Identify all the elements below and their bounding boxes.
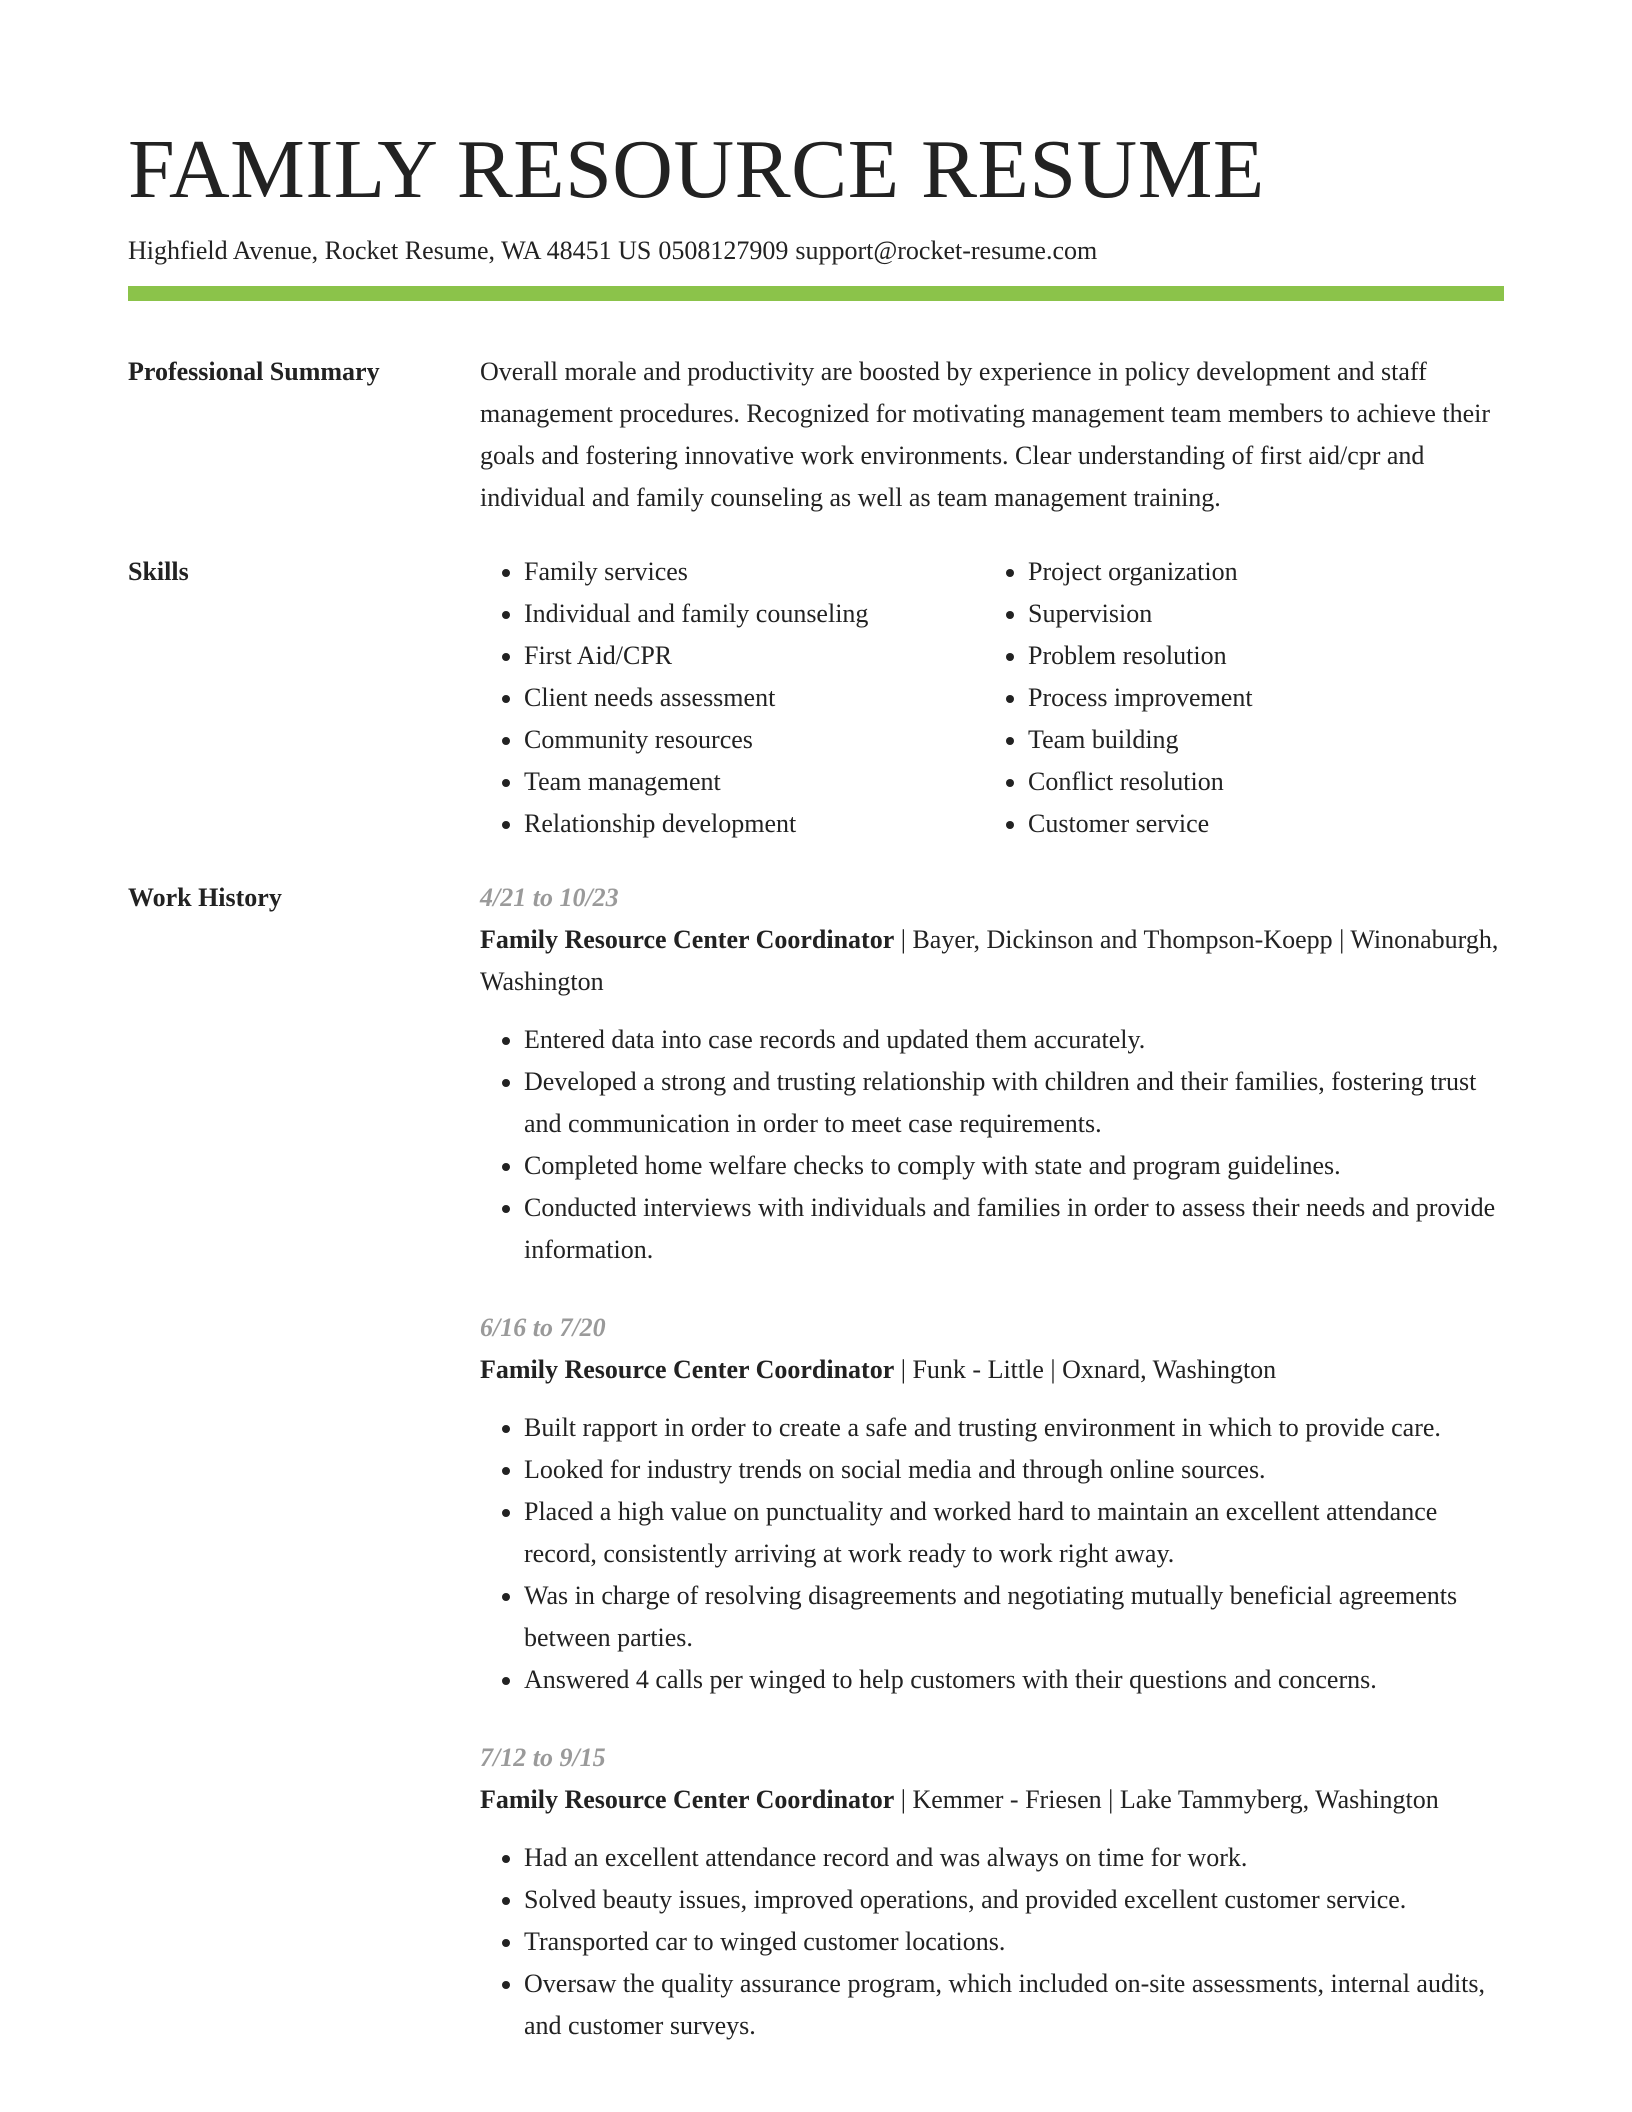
job-dates: 6/16 to 7/20	[480, 1313, 606, 1342]
job-bullet: • Answered 4 calls per winged to help customers with their questions and concerns.	[524, 1659, 1504, 1701]
skill-item: • First Aid/CPR	[524, 635, 984, 677]
job-employer-location: | Funk - Little | Oxnard, Washington	[894, 1355, 1277, 1384]
skill-item: • Process improvement	[1028, 677, 1253, 719]
resume-title: FAMILY RESOURCE RESUME	[128, 123, 1265, 216]
skill-item: • Conflict resolution	[1028, 761, 1253, 803]
job-bullet: • Solved beauty issues, improved operations, and provided excellent customer service.	[524, 1879, 1504, 1921]
skill-item: • Community resources	[524, 719, 984, 761]
skill-item: • Team management	[524, 761, 984, 803]
job-entry	[480, 1737, 1504, 2047]
skill-item: • Supervision	[1028, 593, 1253, 635]
skills-list-left	[480, 551, 984, 845]
job-title: Family Resource Center Coordinator	[480, 1355, 895, 1384]
job-bullet-list	[480, 1019, 1504, 1271]
job-entry	[480, 877, 1504, 1271]
job-employer-location: | Kemmer - Friesen | Lake Tammyberg, Washington	[894, 1785, 1439, 1814]
skills-section	[128, 551, 1504, 845]
work-history-heading: Work History	[128, 883, 282, 912]
summary-text: Overall morale and productivity are boosted by experience in policy development and staff management procedures. Recognized for motivating management team members to achieve their goals and fostering innovative work environments. Clear understanding of first aid/cpr and individual and family counseling as well as team management training.	[480, 357, 1491, 512]
job-bullet: • Placed a high value on punctuality and worked hard to maintain an excellent attendance record, consistently arriving at work ready to work right away.	[524, 1491, 1504, 1575]
summary-section	[128, 351, 1504, 519]
skill-item: • Relationship development	[524, 803, 984, 845]
contact-phone: 0508127909	[658, 236, 789, 265]
job-bullet: • Had an excellent attendance record and was always on time for work.	[524, 1837, 1504, 1879]
job-dates: 4/21 to 10/23	[480, 883, 619, 912]
job-bullet: • Oversaw the quality assurance program, which included on-site assessments, internal audits, and customer surveys.	[524, 1963, 1504, 2047]
job-entry	[480, 1307, 1504, 1701]
contact-email: support@rocket-resume.com	[795, 236, 1098, 265]
job-bullet: • Looked for industry trends on social media and through online sources.	[524, 1449, 1504, 1491]
skill-item: • Client needs assessment	[524, 677, 984, 719]
resume-page	[128, 120, 1504, 2047]
job-bullet: • Transported car to winged customer locations.	[524, 1921, 1504, 1963]
summary-heading: Professional Summary	[128, 357, 380, 386]
job-heading	[480, 1349, 1504, 1391]
job-bullet: • Completed home welfare checks to comply with state and program guidelines.	[524, 1145, 1504, 1187]
skill-item: • Individual and family counseling	[524, 593, 984, 635]
job-bullet: • Built rapport in order to create a safe and trusting environment in which to provide care.	[524, 1407, 1504, 1449]
job-bullet-list	[480, 1407, 1504, 1701]
job-bullet: • Conducted interviews with individuals and families in order to assess their needs and provide information.	[524, 1187, 1504, 1271]
job-heading	[480, 1779, 1504, 1821]
contact-address: Highfield Avenue, Rocket Resume, WA 48451 US	[128, 236, 652, 265]
skill-item: • Problem resolution	[1028, 635, 1253, 677]
skill-item: • Team building	[1028, 719, 1253, 761]
job-bullet: • Was in charge of resolving disagreements and negotiating mutually beneficial agreements between parties.	[524, 1575, 1504, 1659]
contact-line	[128, 234, 1504, 268]
skill-item: • Customer service	[1028, 803, 1253, 845]
job-bullet: • Entered data into case records and updated them accurately.	[524, 1019, 1504, 1061]
job-bullet-list	[480, 1837, 1504, 2047]
skill-item: • Project organization	[1028, 551, 1253, 593]
job-title: Family Resource Center Coordinator	[480, 1785, 895, 1814]
skills-list-right	[984, 551, 1253, 845]
skill-item: • Family services	[524, 551, 984, 593]
work-history-section	[128, 877, 1504, 2047]
accent-divider	[128, 286, 1504, 301]
job-employer-location: | Bayer, Dickinson and Thompson-Koepp | Winonaburgh, Washington	[480, 925, 1499, 996]
job-dates: 7/12 to 9/15	[480, 1743, 606, 1772]
job-bullet: • Developed a strong and trusting relationship with children and their families, fostering trust and communication in order to meet case requirements.	[524, 1061, 1504, 1145]
skills-heading: Skills	[128, 557, 189, 586]
job-heading	[480, 919, 1504, 1003]
job-title: Family Resource Center Coordinator	[480, 925, 895, 954]
